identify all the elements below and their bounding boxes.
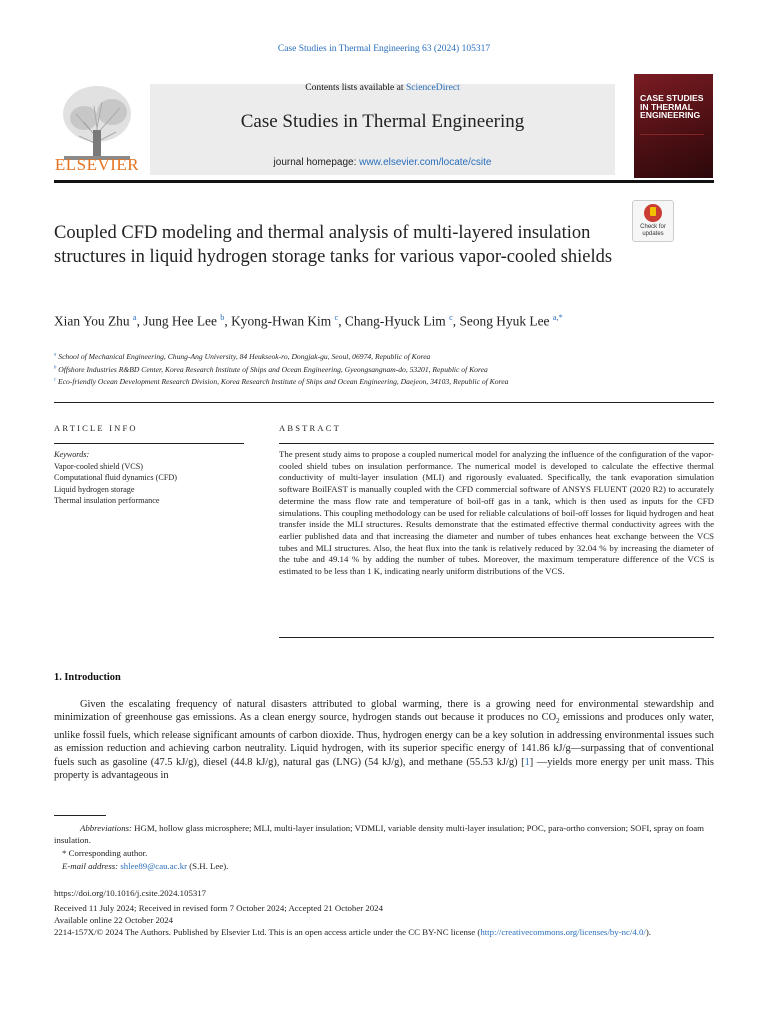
- intro-text: emissions and produces only water, unlike fossil fuels, which release significant amounts of carbon dioxide. Thus, hydrogen energy can be a key solution in addressing environmental issues such as emission reduction and achieving carbon neutrality. Liquid hydrogen, with its superior specific energy of 141.86 kJ/g—surpassing that of conventional fuels such as gasoline (47.5 kJ/g), diesel (44.8 kJ/g), natural gas (LNG) (54 kJ/g), and methane (55.53 kJ/g) [: [54, 712, 715, 768]
- journal-reference[interactable]: Case Studies in Thermal Engineering 63 (2024) 105317: [277, 44, 491, 54]
- received-dates: Received 11 July 2024; Received in revised form 7 October 2024; Accepted 21 October 2024: [54, 903, 383, 913]
- author-list: Xian You Zhu $^a$, Jung Hee Lee $^b$, Kyong-Hwan Kim $^c$, Chang-Hyuck Lim $^c$, Seong Hyuk Lee $^{a,*}$: [54, 313, 563, 329]
- author-affiliation-mark[interactable]: c: [334, 313, 339, 322]
- affiliation-text: Offshore Industries R&BD Center, Korea Research Institute of Ships and Ocean Engineering, Gyeongsangnam-do, 53201, Republic of Korea: [58, 365, 488, 374]
- author-affiliation-mark[interactable]: c: [449, 313, 453, 322]
- author-name[interactable]: Chang-Hyuck Lim: [344, 313, 446, 329]
- citation-link[interactable]: 1: [524, 756, 530, 768]
- journal-title: Case Studies in Thermal Engineering: [240, 111, 525, 132]
- author-name[interactable]: Xian You Zhu: [54, 313, 130, 329]
- license-text-end: ).: [645, 927, 651, 937]
- affiliation: [54, 365, 714, 374]
- author-affiliation-mark[interactable]: a,*: [552, 313, 563, 322]
- corresponding-footnote: * Corresponding author.: [62, 848, 148, 858]
- homepage-link[interactable]: www.elsevier.com/locate/csite: [359, 157, 492, 168]
- abstract-text: The present study aims to propose a coupled numerical model for analyzing the influence of the configuration of the vapor-cooled shield tubes on insulation performance. The numerical model is developed to calculate the effective thermal conductivity of multi-layer insulation (MLI) and rigorously evaluated. Specifically, the tank evaporation simulation software BoilFAST is manually coupled with the CFD commercial software of ANSYS FLUENT (2020 R2) to accurately determine the mass flow rate and temperature of boil-off gas in a tank, which is then used as inputs for the CFD simulations. This coupling methodology can be used for reliable calculations of boil-off losses for liquid hydrogen and heat transfer inside the MLI structures. Results demonstrate that the estimated effective thermal conductivity agrees with the earlier published data and that increasing the diameter and number of tubes enhances heat exchange between the VCS tubes and MLI structures. Also, the heat flux into the tank is relatively reduced by 32.04 % by increasing the diameter of the tube and 49.14 % by adding the number of tubes. Moreover, the maximum temperature difference of the VCS is estimated to be less than 1 K, indicating nearly uniform distributions of the VCS.: [279, 449, 714, 577]
- article-info-rule: [54, 443, 244, 444]
- article-title: Coupled CFD modeling and thermal analysis of multi-layered insulation structures in liquid hydrogen storage tanks for various vapor-cooled shields: [54, 223, 613, 267]
- keywords-block: [54, 449, 244, 507]
- author-affiliation-mark[interactable]: a: [132, 313, 137, 322]
- keyword: Computational fluid dynamics (CFD): [54, 473, 178, 482]
- keyword: Liquid hydrogen storage: [54, 484, 135, 494]
- section-rule: [54, 402, 714, 403]
- affiliation-mark: a: [54, 352, 57, 358]
- license-statement: [54, 927, 714, 939]
- publisher-logo-text: ELSEVIER: [54, 155, 140, 174]
- email-footnote: [62, 860, 662, 872]
- contents-prefix: Contents lists available at: [305, 82, 406, 93]
- author-name[interactable]: Kyong-Hwan Kim: [231, 313, 332, 329]
- affiliation-mark: b: [54, 365, 57, 371]
- footnote-rule: [54, 815, 106, 816]
- article-info-heading: ARTICLE INFO: [54, 423, 138, 433]
- license-text: 2214-157X/© 2024 The Authors. Published by Elsevier Ltd. This is an open access article under the CC BY-NC license (: [54, 927, 481, 937]
- keywords-label: Keywords:: [54, 450, 90, 459]
- intro-text: ] —yields more energy per unit mass. This property is advantageous in: [54, 756, 714, 782]
- section-heading: 1. Introduction: [54, 672, 121, 683]
- license-link[interactable]: http://creativecommons.org/licenses/by-nc/4.0/: [480, 927, 646, 937]
- email-label: E-mail address:: [62, 861, 121, 871]
- keyword: Vapor-cooled shield (VCS): [54, 461, 143, 471]
- intro-text: Given the escalating frequency of natural disasters attributed to global warming, there is a growing need for environmental stewardship and minimization of greenhouse gas emissions. As a clean energy source, hydrogen stands out because it produces no CO: [54, 699, 714, 724]
- crossmark-label: Check for updates: [640, 224, 666, 237]
- affiliation-text: Eco-friendly Ocean Development Research Division, Korea Research Institute of Ships and Ocean Engineering, Daejeon, 34103, Republic of Korea: [58, 377, 509, 386]
- cover-title: CASE STUDIES IN THERMAL ENGINEERING: [640, 93, 704, 120]
- homepage-prefix: journal homepage:: [273, 157, 360, 168]
- affiliation-mark: c: [54, 377, 57, 383]
- intro-paragraph: [54, 698, 714, 783]
- contents-line: [150, 82, 615, 93]
- abstract-bottom-rule: [279, 637, 714, 638]
- header-rule: [54, 180, 714, 183]
- abbreviations-label: Abbreviations:: [80, 823, 132, 833]
- author-affiliation-mark[interactable]: b: [220, 313, 225, 322]
- journal-cover-image[interactable]: [634, 74, 713, 178]
- email-link[interactable]: shlee89@cau.ac.kr: [120, 861, 188, 871]
- affiliation: [54, 377, 714, 386]
- available-online: Available online 22 October 2024: [54, 915, 174, 925]
- journal-homepage: [150, 157, 615, 168]
- author-name[interactable]: Jung Hee Lee: [143, 313, 217, 329]
- abstract-heading: ABSTRACT: [279, 423, 341, 433]
- author-name[interactable]: Seong Hyuk Lee: [459, 313, 550, 329]
- sciencedirect-link[interactable]: ScienceDirect: [405, 82, 460, 93]
- affiliation: [54, 352, 714, 361]
- email-suffix: (S.H. Lee).: [187, 861, 229, 871]
- abstract-rule: [279, 443, 714, 444]
- affiliation-text: School of Mechanical Engineering, Chung-Ang University, 84 Heukseok-ro, Dongjak-gu, Seoul, 06974, Republic of Korea: [58, 352, 431, 361]
- doi-link[interactable]: https://doi.org/10.1016/j.csite.2024.105317: [54, 888, 207, 898]
- crossmark-icon: [644, 204, 662, 222]
- keyword: Thermal insulation performance: [54, 496, 160, 505]
- abbreviations-footnote: [54, 822, 714, 846]
- abbreviations-text: HGM, hollow glass microsphere; MLI, multi-layer insulation; VDMLI, variable density multi-layer insulation; POC, para-ortho conversion; SOFI, spray on foam insulation.: [54, 823, 704, 845]
- crossmark-badge[interactable]: [632, 200, 674, 242]
- subscript: 2: [556, 717, 560, 726]
